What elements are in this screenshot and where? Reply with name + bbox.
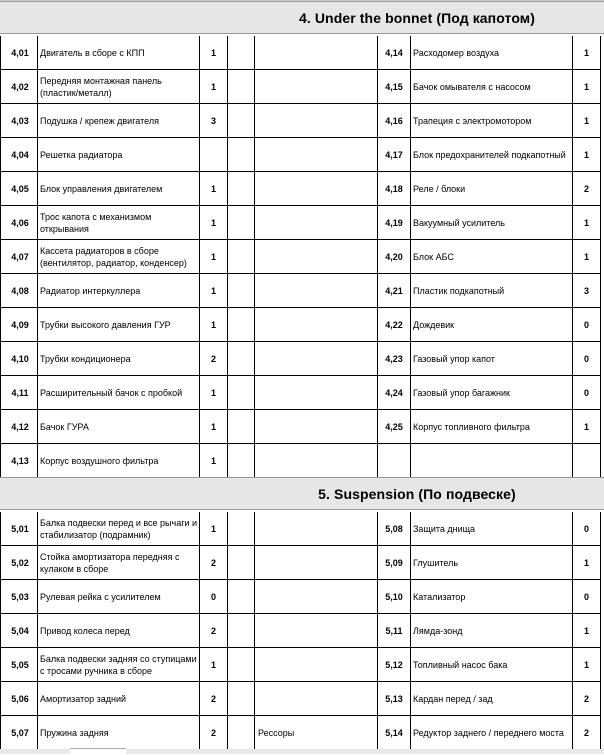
item-code[interactable]: 4,10: [0, 342, 38, 376]
item-code[interactable]: 5,05: [0, 648, 38, 682]
item-name[interactable]: Корпус воздушного фильтра: [38, 444, 200, 478]
item-note[interactable]: [255, 512, 378, 546]
table-row: [0, 172, 604, 206]
item-code[interactable]: 4,11: [0, 376, 38, 410]
table-row: [0, 580, 604, 614]
empty-cell[interactable]: [228, 274, 255, 308]
item-qty-2[interactable]: 2: [573, 716, 601, 750]
table-row: [0, 206, 604, 240]
table-row: [0, 546, 604, 580]
item-qty-2[interactable]: 0: [573, 580, 601, 614]
item-qty-2[interactable]: 1: [573, 36, 601, 70]
table-row: [0, 36, 604, 70]
empty-cell[interactable]: [228, 580, 255, 614]
empty-cell[interactable]: [228, 410, 255, 444]
item-name[interactable]: Трубки высокого давления ГУР: [38, 308, 200, 342]
item-name[interactable]: Пружина задняя: [38, 716, 200, 750]
item-qty-2[interactable]: 1: [573, 240, 601, 274]
item-name[interactable]: Расширительный бачок с пробкой: [38, 376, 200, 410]
item-code-2[interactable]: 4,22: [378, 308, 411, 342]
item-note[interactable]: [255, 410, 378, 444]
item-qty[interactable]: 1: [200, 70, 228, 104]
item-note[interactable]: [255, 580, 378, 614]
item-note[interactable]: [255, 104, 378, 138]
item-note[interactable]: [255, 172, 378, 206]
item-name-2[interactable]: Лямда-зонд: [411, 614, 573, 648]
empty-cell[interactable]: [228, 138, 255, 172]
item-name-2[interactable]: Защита днища: [411, 512, 573, 546]
item-name-2[interactable]: [411, 444, 573, 478]
empty-cell[interactable]: [228, 376, 255, 410]
item-qty[interactable]: 1: [200, 410, 228, 444]
item-qty[interactable]: 1: [200, 444, 228, 478]
item-code[interactable]: 4,03: [0, 104, 38, 138]
empty-cell[interactable]: [228, 444, 255, 478]
item-name[interactable]: Бачок ГУРА: [38, 410, 200, 444]
item-code-2[interactable]: 5,11: [378, 614, 411, 648]
item-note[interactable]: [255, 648, 378, 682]
item-note[interactable]: [255, 444, 378, 478]
empty-cell[interactable]: [228, 716, 255, 750]
empty-cell[interactable]: [228, 342, 255, 376]
item-name-2[interactable]: Расходомер воздуха: [411, 36, 573, 70]
item-name-2[interactable]: Блок АБС: [411, 240, 573, 274]
table-row: [0, 682, 604, 716]
item-qty[interactable]: 1: [200, 648, 228, 682]
item-name-2[interactable]: Корпус топливного фильтра: [411, 410, 573, 444]
item-name[interactable]: Рулевая рейка с усилителем: [38, 580, 200, 614]
item-code-2[interactable]: 5,10: [378, 580, 411, 614]
item-code-2[interactable]: 4,15: [378, 70, 411, 104]
item-qty[interactable]: 3: [200, 104, 228, 138]
item-name[interactable]: Кассета радиаторов в сборе (вентилятор, радиатор, конденсер): [38, 240, 200, 274]
item-qty-2[interactable]: 1: [573, 104, 601, 138]
item-name-2[interactable]: Бачок омывателя с насосом: [411, 70, 573, 104]
section-title: 4. Under the bonnet (Под капотом): [298, 9, 535, 26]
item-name[interactable]: Передняя монтажная панель (пластик/металл): [38, 70, 200, 104]
item-name-2[interactable]: Катализатор: [411, 580, 573, 614]
item-qty-2[interactable]: 1: [573, 614, 601, 648]
item-qty[interactable]: [200, 138, 228, 172]
item-code-2[interactable]: 5,09: [378, 546, 411, 580]
item-qty-2[interactable]: 0: [573, 512, 601, 546]
item-code[interactable]: 4,12: [0, 410, 38, 444]
empty-cell[interactable]: [228, 36, 255, 70]
table-row: [0, 648, 604, 682]
item-code[interactable]: 4,02: [0, 70, 38, 104]
item-qty-2[interactable]: 1: [573, 546, 601, 580]
item-name-2[interactable]: Реле / блоки: [411, 172, 573, 206]
item-name[interactable]: Радиатор интеркуллера: [38, 274, 200, 308]
table-row: [0, 308, 604, 342]
item-qty[interactable]: 2: [200, 546, 228, 580]
empty-cell[interactable]: [228, 172, 255, 206]
item-code-2[interactable]: 4,24: [378, 376, 411, 410]
item-name[interactable]: Амортизатор задний: [38, 682, 200, 716]
item-note[interactable]: [255, 342, 378, 376]
item-code[interactable]: 4,07: [0, 240, 38, 274]
empty-cell[interactable]: [228, 546, 255, 580]
item-name[interactable]: Двигатель в сборе с КПП: [38, 36, 200, 70]
item-note[interactable]: [255, 682, 378, 716]
item-name-2[interactable]: Газовый упор капот: [411, 342, 573, 376]
table-row: [0, 444, 604, 478]
item-note[interactable]: [255, 274, 378, 308]
item-code[interactable]: 5,06: [0, 682, 38, 716]
item-name[interactable]: Балка подвески задняя со ступицами с тросами ручника в сборе: [38, 648, 200, 682]
item-name-2[interactable]: Кардан перед / зад: [411, 682, 573, 716]
item-note[interactable]: [255, 376, 378, 410]
item-note[interactable]: [255, 70, 378, 104]
table-row: [0, 70, 604, 104]
table-row: [0, 512, 604, 546]
item-name[interactable]: Трос капота с механизмом открывания: [38, 206, 200, 240]
section-header: [0, 1, 604, 34]
item-qty[interactable]: 1: [200, 240, 228, 274]
item-qty[interactable]: 1: [200, 274, 228, 308]
empty-cell[interactable]: [228, 682, 255, 716]
section-header: [0, 477, 604, 510]
item-code[interactable]: 4,05: [0, 172, 38, 206]
item-qty[interactable]: 1: [200, 376, 228, 410]
item-qty[interactable]: 1: [200, 206, 228, 240]
table-row: [0, 240, 604, 274]
item-code-2[interactable]: 4,25: [378, 410, 411, 444]
item-qty-2[interactable]: [573, 444, 601, 478]
empty-cell[interactable]: [228, 104, 255, 138]
item-name-2[interactable]: Топливный насос бака: [411, 648, 573, 682]
item-code[interactable]: 5,01: [0, 512, 38, 546]
item-name-2[interactable]: Трапеция с электромотором: [411, 104, 573, 138]
item-name[interactable]: Привод колеса перед: [38, 614, 200, 648]
item-qty-2[interactable]: 0: [573, 308, 601, 342]
item-qty-2[interactable]: 1: [573, 70, 601, 104]
item-qty[interactable]: 0: [200, 580, 228, 614]
item-note[interactable]: [255, 546, 378, 580]
table-row: [0, 376, 604, 410]
item-code[interactable]: 4,13: [0, 444, 38, 478]
item-code-2[interactable]: 5,14: [378, 716, 411, 750]
item-qty-2[interactable]: 1: [573, 648, 601, 682]
empty-cell[interactable]: [228, 70, 255, 104]
item-code-2[interactable]: 4,17: [378, 138, 411, 172]
item-code-2[interactable]: 4,21: [378, 274, 411, 308]
item-qty-2[interactable]: 1: [573, 138, 601, 172]
item-name[interactable]: Трубки кондиционера: [38, 342, 200, 376]
item-qty[interactable]: 1: [200, 512, 228, 546]
item-note[interactable]: [255, 308, 378, 342]
item-name-2[interactable]: Дождевик: [411, 308, 573, 342]
item-qty[interactable]: 1: [200, 36, 228, 70]
empty-cell[interactable]: [228, 512, 255, 546]
item-code-2[interactable]: [378, 444, 411, 478]
item-code[interactable]: 4,09: [0, 308, 38, 342]
item-qty-2[interactable]: 1: [573, 206, 601, 240]
item-note[interactable]: [255, 36, 378, 70]
item-code-2[interactable]: 4,16: [378, 104, 411, 138]
item-qty-2[interactable]: 0: [573, 376, 601, 410]
item-qty-2[interactable]: 3: [573, 274, 601, 308]
item-name-2[interactable]: Блок предохранителей подкапотный: [411, 138, 573, 172]
item-name-2[interactable]: Пластик подкапотный: [411, 274, 573, 308]
item-note[interactable]: [255, 206, 378, 240]
item-name[interactable]: Стойка амортизатора передняя с кулаком в сборе: [38, 546, 200, 580]
item-qty-2[interactable]: 1: [573, 410, 601, 444]
empty-cell[interactable]: [228, 308, 255, 342]
item-name[interactable]: Подушка / крепеж двигателя: [38, 104, 200, 138]
item-qty[interactable]: 1: [200, 172, 228, 206]
item-note[interactable]: [255, 138, 378, 172]
item-code[interactable]: 4,01: [0, 36, 38, 70]
table-row: [0, 342, 604, 376]
empty-cell[interactable]: [228, 240, 255, 274]
item-qty-2[interactable]: 2: [573, 172, 601, 206]
item-name-2[interactable]: Вакуумный усилитель: [411, 206, 573, 240]
table-row: [0, 410, 604, 444]
item-qty-2[interactable]: 2: [573, 682, 601, 716]
item-qty[interactable]: 1: [200, 308, 228, 342]
item-code[interactable]: 5,04: [0, 614, 38, 648]
item-code[interactable]: 4,08: [0, 274, 38, 308]
empty-cell[interactable]: [228, 648, 255, 682]
item-name-2[interactable]: Глушитель: [411, 546, 573, 580]
item-name-2[interactable]: Газовый упор багажник: [411, 376, 573, 410]
item-qty[interactable]: 2: [200, 342, 228, 376]
item-code-2[interactable]: 4,20: [378, 240, 411, 274]
item-code[interactable]: 5,07: [0, 716, 38, 750]
item-name[interactable]: Решетка радиатора: [38, 138, 200, 172]
item-qty-2[interactable]: 0: [573, 342, 601, 376]
table-row: [0, 104, 604, 138]
item-qty[interactable]: 2: [200, 682, 228, 716]
item-name-2[interactable]: Редуктор заднего / переднего моста: [411, 716, 573, 750]
item-code-2[interactable]: 5,08: [378, 512, 411, 546]
item-code-2[interactable]: 4,23: [378, 342, 411, 376]
table-row: [0, 716, 604, 750]
item-code[interactable]: 5,03: [0, 580, 38, 614]
empty-cell[interactable]: [228, 206, 255, 240]
section-title: 5. Suspension (По подвеске): [318, 485, 516, 502]
item-code[interactable]: 4,04: [0, 138, 38, 172]
table-row: [0, 274, 604, 308]
item-code-2[interactable]: 5,13: [378, 682, 411, 716]
item-code[interactable]: 4,06: [0, 206, 38, 240]
item-name[interactable]: Блок управления двигателем: [38, 172, 200, 206]
item-note[interactable]: [255, 614, 378, 648]
item-code[interactable]: 5,02: [0, 546, 38, 580]
table-row: [0, 614, 604, 648]
empty-cell[interactable]: [228, 614, 255, 648]
item-code-2[interactable]: 5,12: [378, 648, 411, 682]
item-code-2[interactable]: 4,18: [378, 172, 411, 206]
item-note[interactable]: [255, 240, 378, 274]
item-note[interactable]: Рессоры: [255, 716, 378, 750]
item-code-2[interactable]: 4,14: [378, 36, 411, 70]
item-name[interactable]: Балка подвески перед и все рычаги и стабилизатор (подрамник): [38, 512, 200, 546]
table-row: [0, 138, 604, 172]
item-qty[interactable]: 2: [200, 716, 228, 750]
item-qty[interactable]: 2: [200, 614, 228, 648]
item-code-2[interactable]: 4,19: [378, 206, 411, 240]
